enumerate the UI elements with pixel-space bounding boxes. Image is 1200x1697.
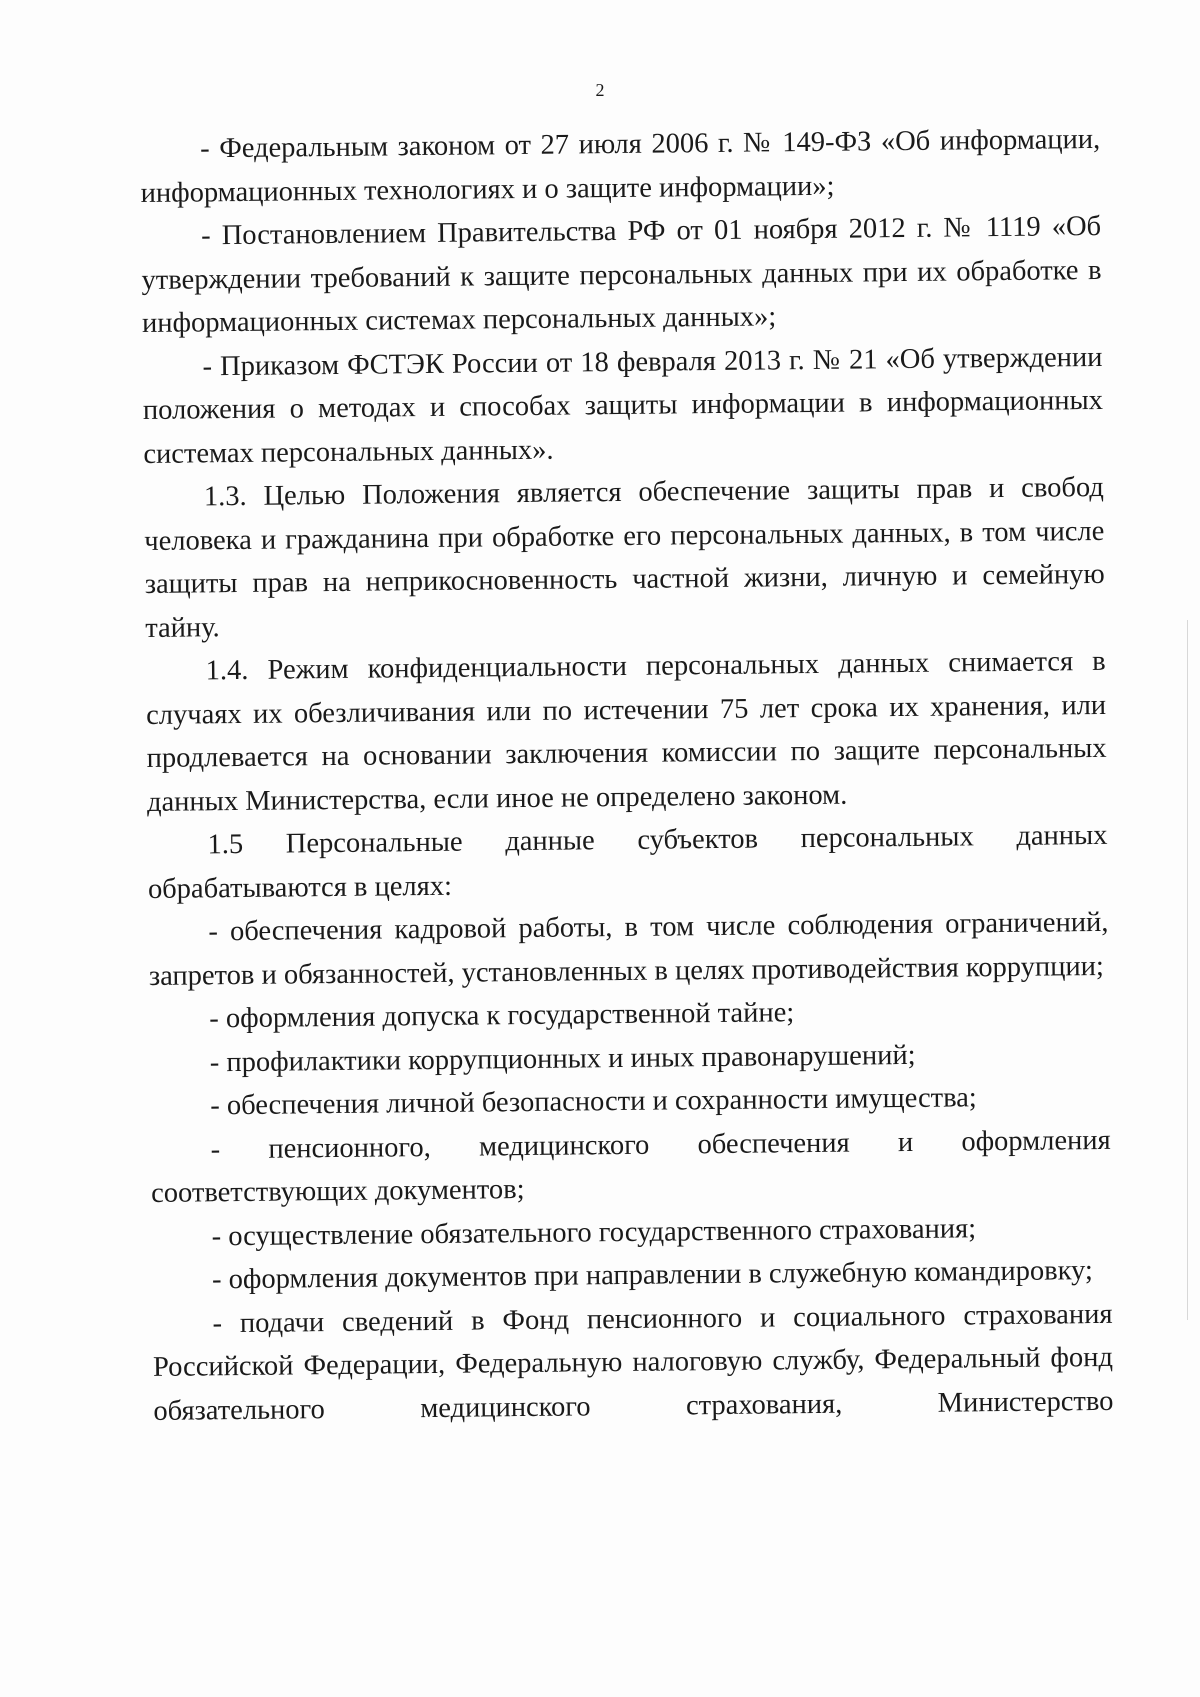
paragraph-1-4-confidentiality: 1.4. Режим конфиденциальности персональных данных снимается в случаях их обезличивания или по истечении 75 лет срока их хранения, или продлевается на основании заключения комиссии по защите персональных данных Министерства, если иное не определено законом. — [145, 645, 1107, 818]
list-item-hr-work: - обеспечения кадровой работы, в том числе соблюдения ограничений, запретов и обязанностей, установленных в целях противодействия коррупции; — [148, 906, 1109, 992]
paragraph-law-149fz: - Федеральным законом от 27 июля 2006 г. № 149-ФЗ «Об информации, информационных технологиях и о защите информации»; — [140, 123, 1101, 209]
paragraph-1-3-purpose: 1.3. Целью Положения является обеспечение защиты прав и свобод человека и гражданина при обработке его персональных данных, в том числе защиты прав на неприкосновенность частной жизни, личную и семейную тайну. — [144, 471, 1105, 644]
list-item-pension-medical: - пенсионного, медицинского обеспечения и оформления соответствующих документов; — [150, 1124, 1111, 1209]
page-number: 2 — [595, 80, 605, 100]
document-body — [140, 118, 1114, 1433]
list-item-state-insurance: - осуществление обязательного государственного страхования; — [211, 1212, 977, 1252]
list-item-personal-security: - обеспечения личной безопасности и сохранности имущества; — [210, 1082, 977, 1122]
paragraph-order-fstek-21: - Приказом ФСТЭК России от 18 февраля 2013 г. № 21 «Об утверждении положения о методах и способах защиты информации в информационных системах персональных данных». — [142, 341, 1104, 470]
list-item-corruption-prevention: - профилактики коррупционных и иных правонарушений; — [209, 1039, 916, 1078]
list-item-funds-reporting: - подачи сведений в Фонд пенсионного и социального страхования Российской Федерации, Федеральную налоговую службу, Федеральный фонд обязательного медицинского страхования, Министерство — [152, 1298, 1114, 1427]
list-item-state-secret-access: - оформления допуска к государственной тайне; — [209, 997, 795, 1035]
scan-edge-mark — [1187, 620, 1188, 1320]
paragraph-resolution-1119: - Постановлением Правительства РФ от 01 ноября 2012 г. № 1119 «Об утверждении требований к защите персональных данных при их обработке в информационных системах персональных данных»; — [141, 210, 1102, 339]
list-item-business-trip: - оформления документов при направлении в служебную командировку; — [211, 1255, 1094, 1296]
paragraph-1-5-processing-goals: 1.5 Персональные данные субъектов персональных данных обрабатываются в целях: — [147, 819, 1108, 905]
